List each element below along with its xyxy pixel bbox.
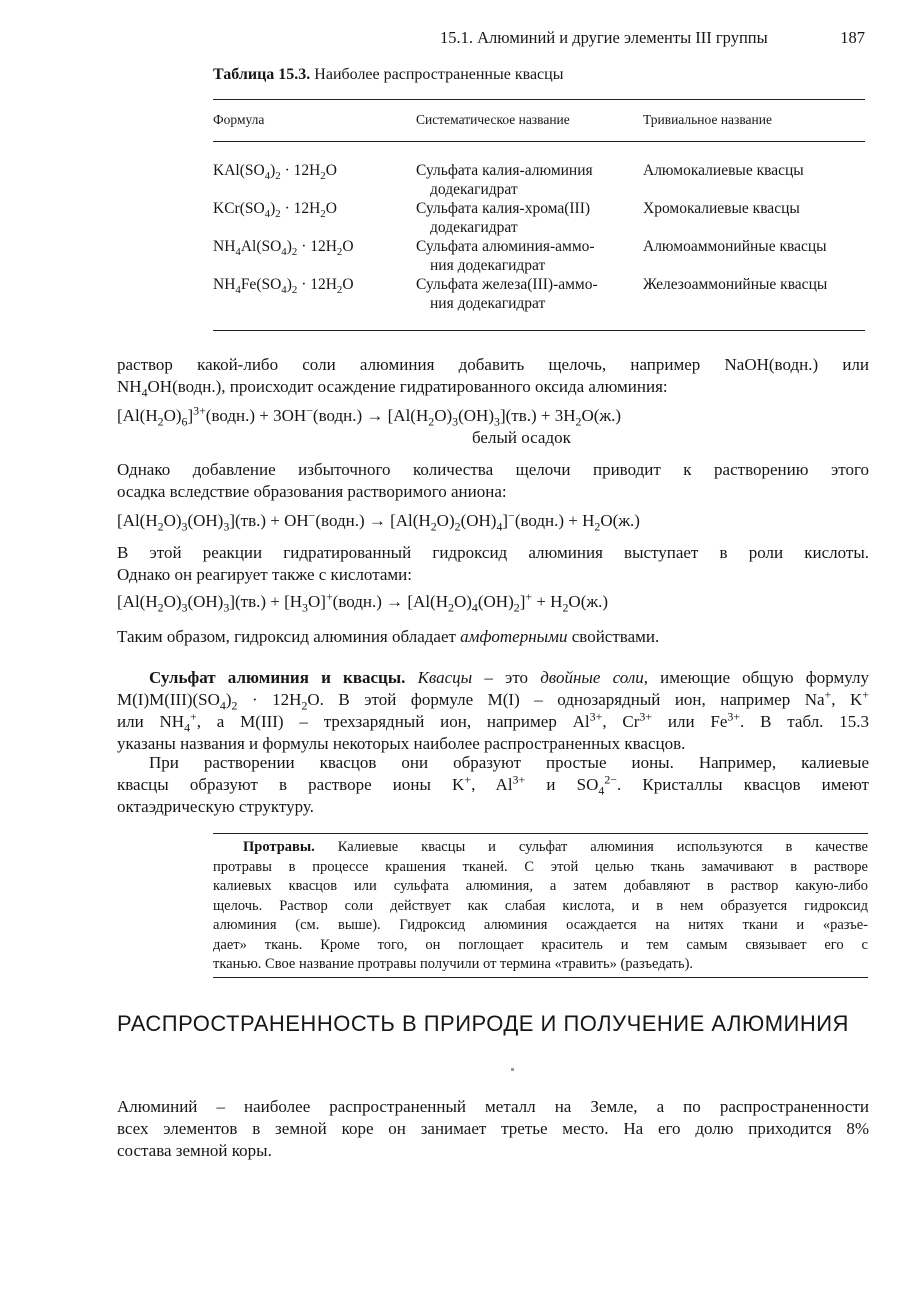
- paragraph: [117, 542, 869, 586]
- paragraph-line: Алюминий – наиболее распространенный металл на Земле, а по распространенности: [117, 1097, 869, 1116]
- paragraph-line: всех элементов в земной коре он занимает третье место. На его долю приходится 8%: [117, 1119, 869, 1138]
- running-title: 15.1. Алюминий и другие элементы III группы: [440, 28, 768, 47]
- row-trivial: Алюмокалиевые квасцы: [643, 162, 804, 179]
- paragraph-line: Однако он реагирует также с кислотами:: [117, 565, 412, 584]
- table-header-systematic: Систематическое название: [416, 112, 570, 127]
- paragraph-line: осадка вследствие образования растворимого аниона:: [117, 482, 507, 501]
- paragraph-line: В этой реакции гидратированный гидроксид алюминия выступает в роли кислоты.: [117, 543, 869, 562]
- row-systematic-line2: ния додекагидрат: [430, 257, 546, 274]
- table-header-trivial: Тривиальное название: [643, 112, 772, 127]
- table-bottom-rule: [213, 330, 865, 331]
- row-trivial: Хромокалиевые квасцы: [643, 200, 800, 217]
- row-formula: $NH_4Fe(SO_4)_2 \cdot 12H_2O$: [213, 276, 354, 297]
- paragraph-line: $NH_4OH(водн.)$, происходит осаждение гидратированного оксида алюминия:: [117, 377, 668, 400]
- equation-acid-reaction: $[Al(H_2O)_3(OH)_3](тв.)$ + $[H_3O]^+(водн.) \to [Al(H_2O)_4(OH)_2]^+ + H_2O(ж.)$: [117, 589, 609, 615]
- section-title: РАСПРОСТРАНЕННОСТЬ В ПРИРОДЕ И ПОЛУЧЕНИЕ АЛЮМИНИЯ: [117, 1011, 849, 1036]
- paragraph: [117, 354, 869, 398]
- paragraph-line: При растворении квасцов они образуют простые ионы. Например, калиевые: [149, 753, 869, 772]
- paragraph-line: состава земной коры.: [117, 1141, 272, 1160]
- row-systematic-line2: додекагидрат: [430, 181, 518, 198]
- row-trivial: Алюмоаммонийные квасцы: [643, 238, 827, 255]
- table-header-rule: [213, 141, 865, 142]
- row-systematic-line1: Сульфата калия-алюминия: [416, 162, 593, 179]
- equation-hydroxide-precipitation: $[Al(H_2O)_6]^{3+}(водн.)$ + 3OH−(водн.) → $[Al(H_2O)_3(OH)_3](тв.) + 3H_2O(ж.)$: [117, 403, 622, 429]
- note-line: Протравы. Калиевые квасцы и сульфат алюминия используются в качестве: [243, 839, 868, 855]
- page-number: 187: [840, 28, 865, 47]
- equation-aluminate-formation: $[Al(H_2O)_3(OH)_3](тв.)$ + OH−(водн.) → $[Al(H_2O)_2(OH)_4]^-(водн.) + H_2O(ж.)$: [117, 508, 640, 534]
- paragraph-line: квасцы образуют в растворе ионы K+, $Al^{3+}$ и $SO_4^{2-}$. Кристаллы квасцов имеют: [117, 772, 869, 798]
- note-line: калиевых квасцов или сульфата алюминия, а затем добавляют в раствор какую-либо: [213, 878, 868, 894]
- paragraph: [117, 626, 869, 648]
- note-line: щелочь. Раствор соли действует как слабая кислота, и в нем образуется гидроксид: [213, 897, 868, 914]
- paragraph-line: Таким образом, гидроксид алюминия обладает амфотерными свойствами.: [117, 627, 660, 646]
- paragraph-alums: [117, 667, 869, 755]
- row-systematic-line1: Сульфата алюминия-аммо-: [416, 238, 595, 255]
- paragraph-line: раствор какой-либо соли алюминия добавить щелочь, например NaOH(водн.) или: [117, 355, 869, 374]
- row-systematic-line2: ния додекагидрат: [430, 295, 546, 312]
- paragraph-line: октаэдрическую структуру.: [117, 797, 314, 816]
- paragraph-line: указаны названия и формулы некоторых наиболее распространенных квасцов.: [117, 734, 686, 753]
- running-header: [440, 28, 865, 48]
- note-line: протравы в процессе крашения тканей. С этой целью ткань замачивают в растворе: [213, 858, 868, 875]
- table-top-rule: [213, 99, 865, 100]
- paragraph-line: или $NH_4^+$, а M(III) – трехзарядный ион, например $Al^{3+}$, $Cr^{3+}$ или $Fe^{3+}$. В табл. 15.3: [117, 709, 869, 735]
- note-line: алюминия (см. выше). Гидроксид алюминия осаждается на нитях ткани и «разъе-: [213, 917, 868, 933]
- table-caption-text: Наиболее распространенные квасцы: [310, 66, 564, 83]
- row-trivial: Железоаммонийные квасцы: [643, 276, 828, 293]
- paragraph-abundance: [117, 1096, 869, 1162]
- row-formula: $KCr(SO_4)_2 \cdot 12H_2O$: [213, 200, 337, 221]
- decorative-dot: [511, 1068, 514, 1071]
- paragraph-line: Сульфат алюминия и квасцы. Квасцы – это двойные соли, имеющие общую формулу: [149, 668, 870, 687]
- note-bottom-rule: [213, 977, 868, 978]
- row-systematic-line1: Сульфата калия-хрома(III): [416, 200, 591, 217]
- table-caption: [213, 66, 563, 84]
- paragraph-line: Однако добавление избыточного количества щелочи приводит к растворению этого: [117, 460, 869, 479]
- note-top-rule: [213, 833, 868, 834]
- paragraph-line: $M(I)M(III)(SO_4)_2 \cdot 12H_2O$. В этой формуле M(I) – однозарядный ион, например Na+, K+: [117, 687, 869, 713]
- row-formula: $KAl(SO_4)_2 \cdot 12H_2O$: [213, 162, 337, 183]
- note-line: дает» ткань. Кроме того, он поглощает краситель и тем самым связывает его с: [213, 936, 868, 953]
- note-line: тканью. Свое название протравы получили от термина «травить» (разъедать).: [213, 956, 694, 972]
- row-systematic-line1: Сульфата железа(III)-аммо-: [416, 276, 598, 293]
- paragraph: [117, 752, 869, 818]
- row-formula: $NH_4Al(SO_4)_2 \cdot 12H_2O$: [213, 238, 354, 259]
- equation-note-white-precipitate: белый осадок: [472, 428, 571, 447]
- note-mordants: [213, 838, 868, 975]
- paragraph: [117, 459, 869, 503]
- row-systematic-line2: додекагидрат: [430, 219, 518, 236]
- table-header-formula: Формула: [213, 112, 265, 127]
- table-caption-label: Таблица 15.3.: [213, 66, 311, 83]
